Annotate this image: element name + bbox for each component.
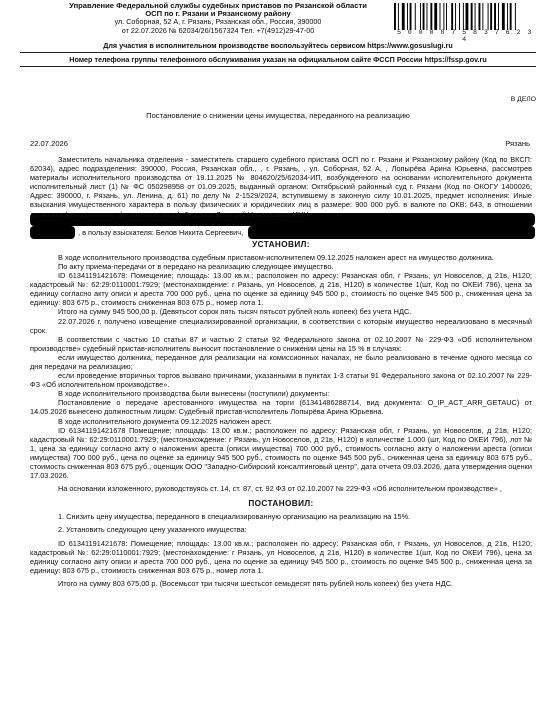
heading-established: УСТАНОВИЛ: [252,239,310,249]
paragraph: В ходе исполнительного производства судебным приставом-исполнителем 09.12.2025 наложен арест на имущество должника. [58,252,494,262]
department-address: ул. Соборная, 52 А, г. Рязань, Рязанская обл., Россия, 390000 [114,17,322,27]
org-name: Управление Федеральной службы судебных приставов по Рязанской области [69,1,367,10]
paragraph: По акту приема-передачи от в передано на реализацию следующее имущество. [58,261,334,271]
paragraph: Итого на сумму 803 675,00 р. (Восемьсот три тысячи шестьсот семьдесят пять рублей ноль копеек) без учета НДС. [58,578,454,588]
resolution-item: 2. Установить следующую цену указанного имущества: [58,525,247,535]
document-city: Рязань [505,139,530,148]
heading-resolved: ПОСТАНОВИЛ: [248,499,314,509]
paragraph: Итого на сумму 945 500,00 р. (Девятьсот сорок пять тысяч пятьсот рублей ноль копеек) без учета НДС. [58,307,412,317]
paragraph: В ходе исполнительного документа 09.12.2025 наложен арест. [58,416,272,426]
document-header [38,2,398,35]
intro-tail: , в пользу взыскателя: Белов Никита Сергеевич, [78,227,244,237]
department-name: ОСП по г. Рязани и Рязанскому району [145,9,291,19]
divider [20,66,536,67]
phone-notice: Номер телефона группы телефонного обслуживания указан на официальном сайте ФССП России https://fssp.gov.ru [69,55,487,64]
barcode-image [394,3,536,30]
gosuslugi-notice: Для участия в исполнительном производстве воспользуйтесь сервисом https://www.gosuslugi.ru [103,41,453,50]
paragraph: В соответствии с частью 10 статьи 87 и частью 2 статьи 92 Федерального закона от 02.10.2007 № 229-ФЗ «Об исполнительном производстве» судебный пристав-исполнитель выносит постановление о снижении цены на 15 % в случаях: [30,334,532,353]
paragraph: ID 61341191421678: Помещение; площадь: 13.00 кв.м.; расположен по адресу: Рязанская обл, г Рязань, ул Новоселов, д 21в, Н120; кадастровый №: 62:29:0110001:7929; (местонахождение: г Рязань, ул Новоселов, д 21в, Н120) в количестве 1(шт, Код по ОКЕИ 796), цена за единицу согласно акту описи и ареста 700 000 руб., цена по оценке за единицу 945 500 р., стоимость по оценке 945 500 р., сниженная цена за единицу: 803 675 р., стоимость сниженная 803 675 р., номер лота 1. [30,538,532,575]
barcode-number: 5 0 0 0 8 7 5 8 3 7 6 2 3 4 [397,29,533,43]
paragraph: если проведение вторичных торгов вызвано причинами, указанными в пунктах 1-3 статьи 91 Федерального закона от 02.10.2007 № 229-ФЗ «Об исполнительном производстве». [30,371,532,390]
paragraph: ID 61341191421678: Помещение; площадь: 13.00 кв.м.; расположен по адресу: Рязанская обл, г Рязань, ул Новоселов, д 21в, Н120; кадастровый №: 62:29:0110001:7929; (местонахождение: г Рязань, ул Новоселов, д 21в, Н120) в количестве 1(шт, Код по ОКЕИ 796), цена за единицу согласно акту описи и ареста 700 000 руб., цена по оценке за единицу 945 500 р., стоимость по оценке 945 500 р., сниженная цена за единицу: 803 675 р., стоимость сниженная 803 675 р., номер лота 1. [30,271,532,308]
paragraph: Постановление о передаче арестованного имущества на торги (61341486288714, вид документа: O_IP_ACT_ARR_GETAUC) от 14.05.2026 вынесено должностным лицом: Судебный пристав-исполнитель Лопырёва Арина Юрьевна. [30,398,532,417]
paragraph: В ходе исполнительного производства были вынесены (поступили) документы: [58,389,330,399]
paragraph: 22.07.2026 г. получено извещение специализированной организации, в соответствии с которым имущество нереализовано в месячный срок. [30,316,532,335]
v-delo-stamp: В ДЕЛО [510,96,536,103]
document-body [30,155,532,588]
intro-paragraph: Заместитель начальника отделения - заместитель старшего судебного пристава ОСП по г. Рязани и Рязанскому району (Код по ВКСП: 62034), адрес подразделения: 390000, Россия, Рязанская обл., , г. Рязань, , ул. Соборная, 52 А, , Лопырёва Арина Юрьевна, рассмотрев материалы исполнительного производства от 19.11.2025 № 804620/25/62034-ИП, возбужденного на основании исполнительного документа исполнительный лист (1) № ФС 050298958 от 01.09.2025, выданный органом: Октябрьский районный суд г. Рязани (Код по ОКОГУ 1400026; Адрес: 390000, г. Рязань, ул. Ленина, д. 61) по делу № 2-1529/2024, вступившему в законную силу 10.01.2025, предмет исполнения: Иные взыскания имущественного характера в пользу физических и юридических лиц в размере: 900 000 руб. в валюте по ОКВ: 643, в отношении должника (тип должника: физическое лицо): Федоров Дмитрий Николаевич, ИНН [30,155,532,219]
paragraph: ID 61341191421678 Помещение; площадь: 13.00 кв.м.; расположен по адресу: Рязанская обл, г Рязань, ул Новоселов, д 21в, Н120; кадастровый №: 62:29:0110001:7929; (местонахождение: г Рязань, ул Новоселов, д 21в, Н120) в количестве 1.000 (шт, Код по ОКЕИ 796), лот № 1, цена за единицу согласно акту о наложении ареста (описи имущества) 700 000 руб., стоимость согласно акту о наложении ареста (описи имущества) 700 000 руб., цена по оценке за единицу 945 500 руб., стоимость по оценке 945 500 руб., сниженная цена за единицу 803 675 руб., стоимость сниженная 803 675 руб., оценщик ООО "Западно-Сибирский консалтинговый центр", дата отчета 09.03.2026, дата утверждения оценки 17.03.2026. [30,425,532,481]
document-title: Постановление о снижении цены имущества, переданного на реализацию [146,111,410,120]
paragraph: если имущество должника, переданное для реализации на комиссионных началах, не было реализовано в течение одного месяца со дня передачи на реализацию; [30,352,532,371]
divider [20,52,536,53]
document-reg-number: от 22.07.2026 № 62034/26/1567324 Тел. +7(4912)29-47-00 [121,25,315,35]
resolution-item: 1. Снизить цену имущества, переданного в специализированную организацию на реализацию на 15%. [58,512,411,522]
document-date: 22.07.2026 [30,139,69,148]
paragraph: На основании изложенного, руководствуясь ст. 14, ст. 87, ст. 92 ФЗ от 02.10.2007 № 229-ФЗ «Об исполнительном производстве» , [58,484,502,494]
